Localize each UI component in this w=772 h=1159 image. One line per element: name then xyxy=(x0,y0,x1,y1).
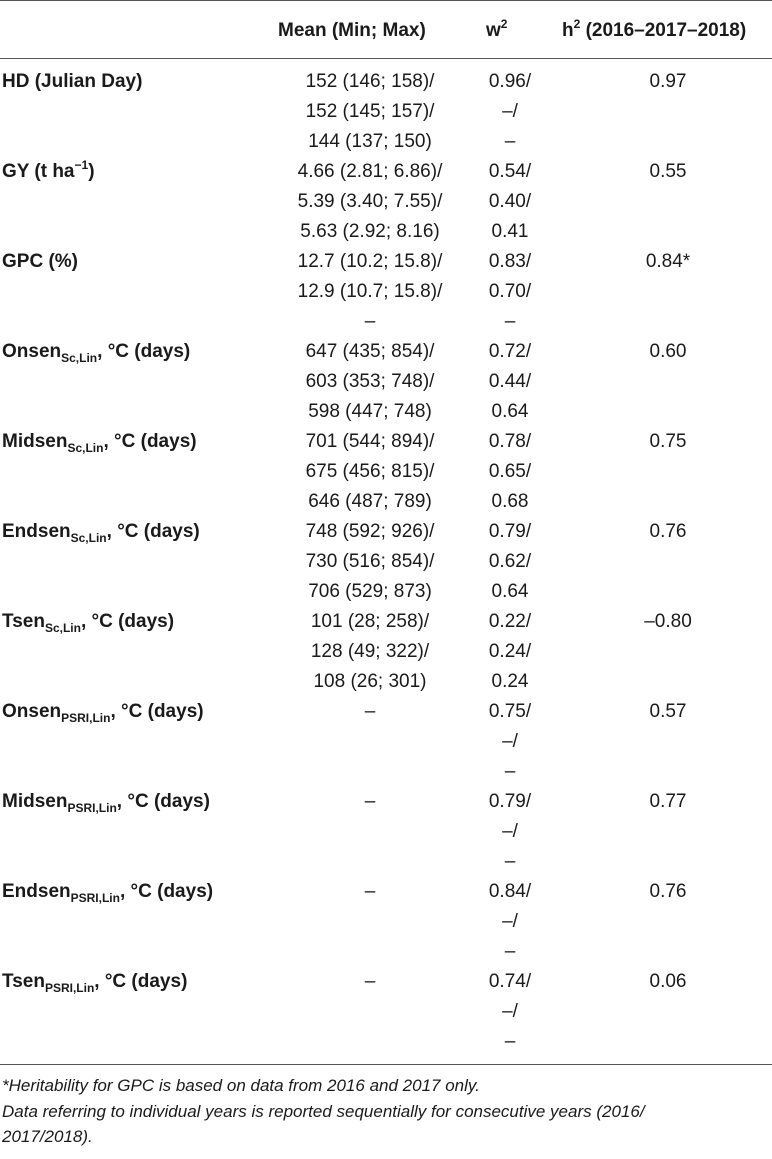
w2-value: 0.68 xyxy=(491,491,529,512)
row-label-base: Endsen xyxy=(2,521,71,542)
w2-value: 0.24 xyxy=(491,671,529,692)
mean-value: 730 (516; 854)/ xyxy=(305,551,435,572)
mean-value: – xyxy=(364,791,376,812)
h2-value: 0.76 xyxy=(649,881,687,902)
header-h2-rest: (2016–2017–2018) xyxy=(580,20,747,41)
mean-value: – xyxy=(364,881,376,902)
w2-value: 0.83/ xyxy=(488,251,532,272)
w2-value: 0.96/ xyxy=(488,71,532,92)
w2-value: 0.70/ xyxy=(488,281,532,302)
footnote-years-line2: 2017/2018). xyxy=(2,1127,93,1146)
mean-value: 128 (49; 322)/ xyxy=(310,641,430,662)
header-rule xyxy=(0,58,772,59)
w2-value: –/ xyxy=(502,1001,518,1022)
w2-value: 0.41 xyxy=(491,221,529,242)
w2-value: 0.84/ xyxy=(488,881,532,902)
w2-cell xyxy=(478,607,542,697)
h2-value: 0.84* xyxy=(645,251,691,272)
mean-value: 706 (529; 873) xyxy=(308,581,432,602)
h2-value: 0.55 xyxy=(649,161,687,182)
row-label-sub: Sc,Lin xyxy=(70,531,107,545)
w2-value: – xyxy=(504,311,516,332)
row-label-tail: , °C (days) xyxy=(103,431,197,452)
mean-value: – xyxy=(364,701,376,722)
w2-value: 0.72/ xyxy=(488,341,532,362)
w2-cell xyxy=(478,337,542,427)
h2-value: 0.77 xyxy=(649,791,687,812)
row-label-tail: , °C (days) xyxy=(110,701,204,722)
header-mean: Mean (Min; Max) xyxy=(278,20,426,41)
row-label xyxy=(2,877,213,908)
w2-value: 0.75/ xyxy=(488,701,532,722)
mean-value: 646 (487; 789) xyxy=(308,491,432,512)
row-label xyxy=(2,607,174,638)
row-label-sup: −1 xyxy=(74,158,89,172)
mean-value: 144 (137; 150) xyxy=(308,131,432,152)
row-label xyxy=(2,67,142,97)
w2-value: – xyxy=(504,131,516,152)
h2-cell xyxy=(568,247,768,277)
mean-cell xyxy=(270,157,470,247)
header-w2-base: w xyxy=(486,20,501,41)
h2-value: 0.76 xyxy=(649,521,687,542)
w2-value: 0.78/ xyxy=(488,431,532,452)
row-label-sub: Sc,Lin xyxy=(44,621,81,635)
mean-cell xyxy=(270,247,470,337)
w2-value: 0.65/ xyxy=(488,461,532,482)
w2-value: –/ xyxy=(502,911,518,932)
row-label xyxy=(2,697,204,728)
mean-value: 598 (447; 748) xyxy=(308,401,432,422)
w2-value: 0.62/ xyxy=(488,551,532,572)
row-label-tail: , °C (days) xyxy=(119,881,214,902)
mean-value: 701 (544; 894)/ xyxy=(305,431,435,452)
mean-cell xyxy=(270,517,470,607)
w2-value: –/ xyxy=(502,731,518,752)
h2-value: 0.97 xyxy=(649,71,687,92)
h2-cell xyxy=(568,67,768,97)
row-label-sub: PSRI,Lin xyxy=(44,981,95,995)
mean-value: 603 (353; 748)/ xyxy=(305,371,435,392)
h2-cell xyxy=(568,517,768,547)
h2-cell xyxy=(568,877,768,907)
w2-value: 0.74/ xyxy=(488,971,532,992)
w2-value: – xyxy=(504,941,516,962)
h2-value: 0.57 xyxy=(649,701,687,722)
w2-value: – xyxy=(504,851,516,872)
row-label-base: GY (t ha xyxy=(2,161,75,182)
h2-cell xyxy=(568,787,768,817)
w2-value: 0.64 xyxy=(491,581,529,602)
row-label-sub: PSRI,Lin xyxy=(67,801,117,815)
h2-value: 0.75 xyxy=(649,431,687,452)
row-label xyxy=(2,157,95,188)
w2-value: 0.40/ xyxy=(488,191,532,212)
mean-cell xyxy=(270,607,470,697)
bottom-rule xyxy=(0,1064,772,1065)
row-label xyxy=(2,517,200,548)
h2-cell xyxy=(568,607,768,637)
w2-value: 0.64 xyxy=(491,401,529,422)
header-w2-sup: 2 xyxy=(500,17,508,31)
row-label xyxy=(2,247,78,277)
mean-value: 12.9 (10.7; 15.8)/ xyxy=(297,281,443,302)
row-label-base: Midsen xyxy=(2,431,68,452)
header-w2 xyxy=(486,17,508,43)
w2-cell xyxy=(478,877,542,967)
w2-cell xyxy=(478,967,542,1057)
mean-value: 748 (592; 926)/ xyxy=(305,521,435,542)
header-h2 xyxy=(562,17,747,43)
w2-cell xyxy=(478,697,542,787)
mean-value: 101 (28; 258)/ xyxy=(310,611,430,632)
h2-cell xyxy=(568,157,768,187)
header-h2-base: h xyxy=(562,20,574,41)
w2-value: 0.24/ xyxy=(488,641,532,662)
mean-cell xyxy=(270,67,470,157)
mean-value: – xyxy=(364,971,376,992)
mean-cell xyxy=(270,877,470,907)
w2-cell xyxy=(478,427,542,517)
mean-cell xyxy=(270,697,470,727)
w2-cell xyxy=(478,787,542,877)
mean-value: 152 (145; 157)/ xyxy=(305,101,435,122)
w2-value: – xyxy=(504,1031,516,1052)
w2-value: –/ xyxy=(502,821,518,842)
mean-value: 108 (26; 301) xyxy=(313,671,427,692)
row-label-sub: Sc,Lin xyxy=(61,351,98,365)
row-label xyxy=(2,967,187,998)
row-label xyxy=(2,787,210,818)
top-rule xyxy=(0,0,772,1)
header-h2-sup: 2 xyxy=(573,17,581,31)
mean-cell xyxy=(270,427,470,517)
mean-cell xyxy=(270,337,470,427)
mean-value: 152 (146; 158)/ xyxy=(305,71,435,92)
h2-cell xyxy=(568,697,768,727)
mean-value: 647 (435; 854)/ xyxy=(305,341,435,362)
mean-value: – xyxy=(364,311,376,332)
h2-cell xyxy=(568,427,768,457)
mean-cell xyxy=(270,967,470,997)
row-label-sub: Sc,Lin xyxy=(67,441,104,455)
row-label xyxy=(2,337,190,368)
row-label-base: Tsen xyxy=(2,611,45,632)
w2-cell xyxy=(478,157,542,247)
row-label-tail: , °C (days) xyxy=(106,521,200,542)
row-label-tail: , °C (days) xyxy=(94,971,188,992)
w2-value: 0.22/ xyxy=(488,611,532,632)
row-label-text: HD (Julian Day) xyxy=(2,71,143,92)
row-label-tail: , °C (days) xyxy=(97,341,191,362)
mean-value: 5.39 (3.40; 7.55)/ xyxy=(297,191,443,212)
h2-cell xyxy=(568,967,768,997)
row-label-tail: ) xyxy=(88,161,95,182)
w2-value: –/ xyxy=(502,101,518,122)
mean-value: 675 (456; 815)/ xyxy=(305,461,435,482)
row-label-sub: PSRI,Lin xyxy=(61,711,111,725)
w2-value: – xyxy=(504,761,516,782)
row-label-tail: , °C (days) xyxy=(116,791,210,812)
footnote-years-line1: Data referring to individual years is reported sequentially for consecutive years (2016/ xyxy=(2,1102,645,1121)
row-label-text: GPC (%) xyxy=(2,251,78,272)
footnote-gpc: *Heritability for GPC is based on data from 2016 and 2017 only. xyxy=(2,1076,480,1095)
mean-value: 12.7 (10.2; 15.8)/ xyxy=(297,251,443,272)
w2-cell xyxy=(478,67,542,157)
row-label xyxy=(2,427,197,458)
w2-value: 0.79/ xyxy=(488,521,532,542)
row-label-base: Endsen xyxy=(2,881,71,902)
w2-cell xyxy=(478,247,542,337)
mean-value: 4.66 (2.81; 6.86)/ xyxy=(297,161,443,182)
row-label-tail: , °C (days) xyxy=(80,611,175,632)
row-label-base: Midsen xyxy=(2,791,68,812)
mean-value: 5.63 (2.92; 8.16) xyxy=(300,221,440,242)
w2-value: 0.54/ xyxy=(488,161,532,182)
h2-value: 0.60 xyxy=(649,341,687,362)
w2-cell xyxy=(478,517,542,607)
h2-value: –0.80 xyxy=(644,611,692,632)
row-label-base: Onsen xyxy=(2,341,62,362)
row-label-sub: PSRI,Lin xyxy=(70,891,120,905)
mean-cell xyxy=(270,787,470,817)
row-label-base: Tsen xyxy=(2,971,45,992)
w2-value: 0.44/ xyxy=(488,371,532,392)
h2-value: 0.06 xyxy=(649,971,687,992)
h2-cell xyxy=(568,337,768,367)
row-label-base: Onsen xyxy=(2,701,62,722)
w2-value: 0.79/ xyxy=(488,791,532,812)
